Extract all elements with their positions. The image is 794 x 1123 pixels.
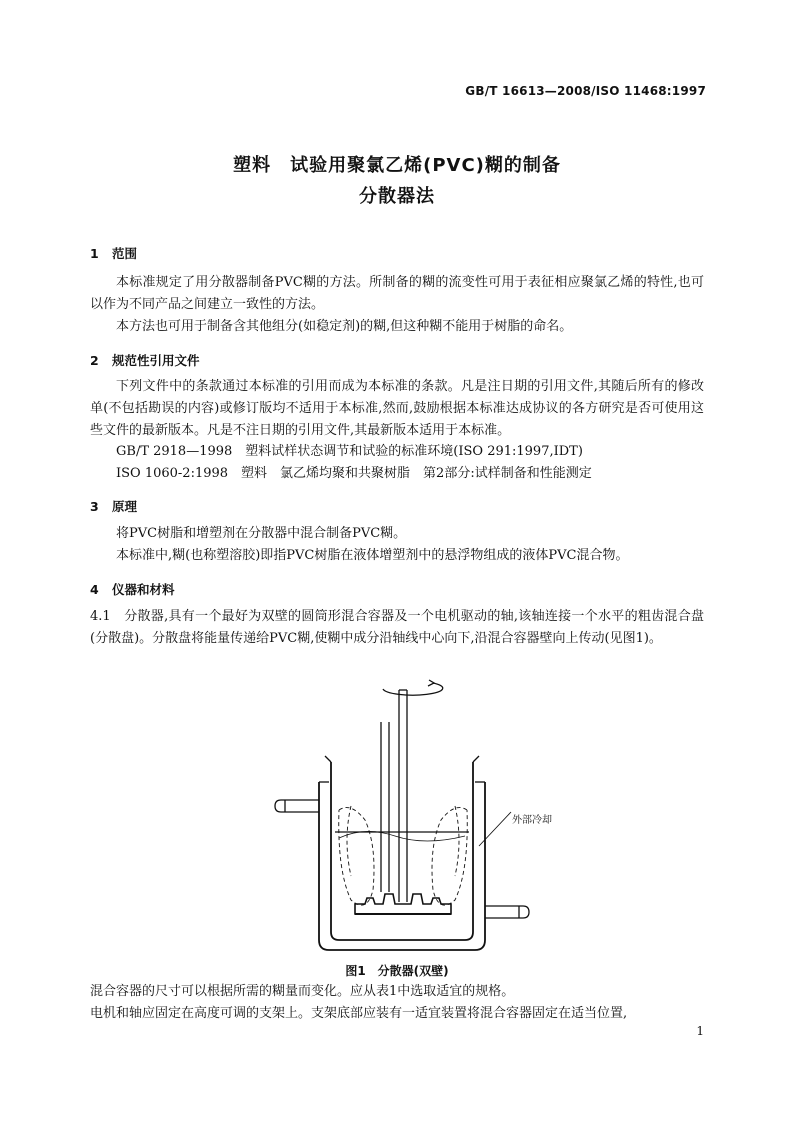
- standard-code: GB/T 16613—2008/ISO 11468:1997: [465, 84, 706, 98]
- section-title: 范围: [112, 246, 138, 261]
- paragraph: 将PVC树脂和增塑剂在分散器中混合制备PVC糊。: [116, 526, 407, 541]
- paragraph: 本标准中,糊(也称塑溶胶)即指PVC树脂在液体增塑剂中的悬浮物组成的液体PVC混合物。: [116, 548, 629, 563]
- section-title: 规范性引用文件: [112, 353, 200, 368]
- section-3-heading: [90, 497, 137, 515]
- rotation-arrow-icon: [383, 683, 443, 695]
- figure-caption: 图1 分散器(双壁): [345, 964, 449, 978]
- section-number: 3: [90, 499, 99, 514]
- page-number: 1: [696, 1024, 704, 1038]
- paragraph: 本标准规定了用分散器制备PVC糊的方法。所制备的糊的流变性可用于表征相应聚氯乙烯的特性,也可以作为不同产品之间建立一致性的方法。: [90, 275, 704, 312]
- paragraph: 本方法也可用于制备含其他组分(如稳定剂)的糊,但这种糊不能用于树脂的命名。: [116, 319, 573, 334]
- document-title: 塑料 试验用聚氯乙烯(PVC)糊的制备: [233, 155, 561, 176]
- section-number: 2: [90, 353, 99, 368]
- section-title: 仪器和材料: [112, 582, 175, 597]
- document-subtitle: 分散器法: [359, 186, 435, 207]
- section-2-heading: [90, 351, 200, 369]
- section-title: 原理: [112, 499, 138, 514]
- reference-item: ISO 1060-2:1998 塑料 氯乙烯均聚和共聚树脂 第2部分:试样制备和性能测定: [116, 466, 592, 481]
- section-4-heading: [90, 580, 175, 598]
- section-1-heading: [90, 244, 137, 262]
- dispersion-mixer-figure: [255, 670, 555, 960]
- figure-label-external-cooling: 外部冷却: [512, 815, 552, 826]
- clause-4-1: 4.1 分散器,具有一个最好为双壁的圆筒形混合容器及一个电机驱动的轴,该轴连接一个水平的粗齿混合盘(分散盘)。分散盘将能量传递给PVC糊,使糊中成分沿轴线中心向下,沿混合容器壁向上传动(见图1)。: [90, 609, 704, 646]
- reference-item: GB/T 2918—1998 塑料试样状态调节和试验的标准环境(ISO 291:1997,IDT): [116, 444, 583, 459]
- paragraph: 混合容器的尺寸可以根据所需的糊量而变化。应从表1中选取适宜的规格。: [90, 984, 515, 999]
- section-number: 1: [90, 246, 99, 261]
- section-number: 4: [90, 582, 99, 597]
- paragraph: 电机和轴应固定在高度可调的支架上。支架底部应装有一适宜装置将混合容器固定在适当位置,: [90, 1006, 628, 1021]
- paragraph: 下列文件中的条款通过本标准的引用而成为本标准的条款。凡是注日期的引用文件,其随后所有的修改单(不包括勘误的内容)或修订版均不适用于本标准,然而,鼓励根据本标准达成协议的各方研究是否可使用这些文件的最新版本。凡是不注日期的引用文件,其最新版本适用于本标准。: [90, 379, 704, 438]
